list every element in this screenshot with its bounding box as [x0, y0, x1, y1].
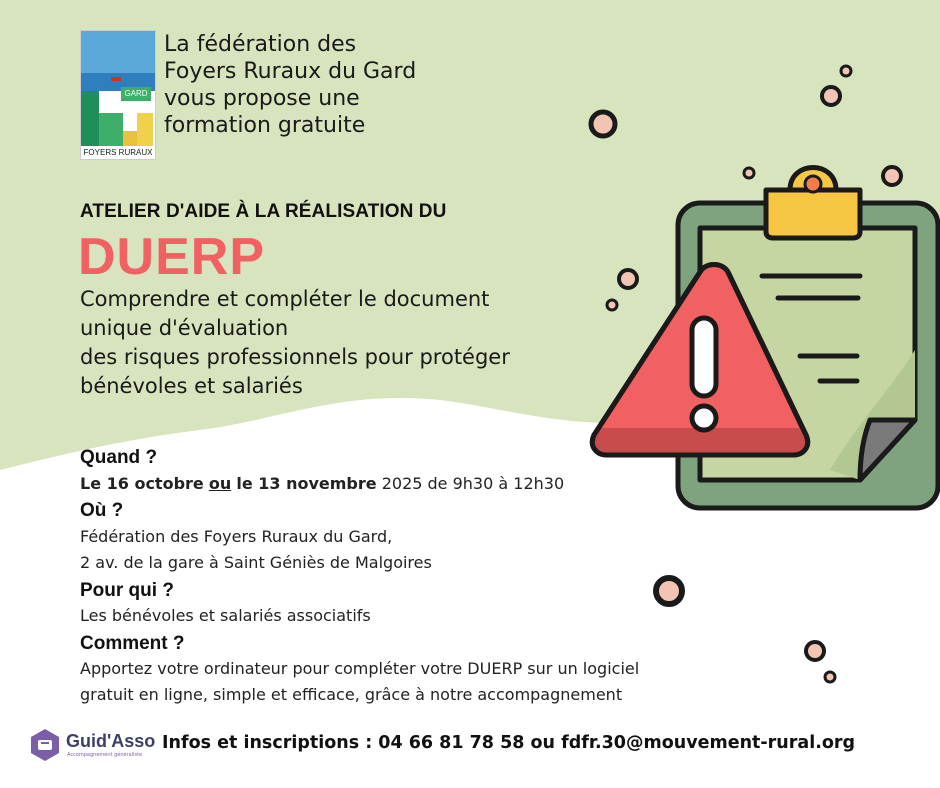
description-line: unique d'évaluation — [80, 316, 289, 340]
description — [80, 285, 590, 401]
intro-line: vous propose une — [164, 86, 360, 111]
comment-line-1: Apportez votre ordinateur pour compléter votre DUERP sur un logiciel — [80, 659, 640, 678]
quand-dates — [80, 472, 564, 496]
intro-line: formation gratuite — [164, 113, 366, 138]
description-line: bénévoles et salariés — [80, 374, 303, 398]
comment-line-2: gratuit en ligne, simple et efficace, grâce à notre accompagnement — [80, 685, 623, 704]
description-line: Comprendre et compléter le document — [80, 287, 490, 311]
logo-foyers-label: FOYERS RURAUX — [81, 146, 155, 159]
clipboard-warning-icon — [560, 60, 940, 520]
title-kicker: ATELIER D'AIDE À LA RÉALISATION DU — [80, 201, 447, 222]
pour-qui-line: Les bénévoles et salariés associatifs — [80, 606, 371, 625]
comment-label: Comment ? — [80, 633, 185, 654]
ou-label: Où ? — [80, 500, 124, 521]
guidasso-logo-icon — [28, 728, 62, 762]
date-1: Le 16 octobre — [80, 474, 204, 493]
decor-dot — [883, 167, 901, 185]
decor-dot — [744, 168, 754, 178]
intro-line: Foyers Ruraux du Gard — [164, 59, 417, 84]
date-2: le 13 novembre — [236, 474, 377, 493]
quand-label: Quand ? — [80, 447, 158, 468]
logo-gard-label: GARD — [121, 87, 151, 101]
decor-dot — [591, 112, 615, 136]
decor-dots-lower — [640, 560, 900, 690]
ou-line-1: Fédération des Foyers Ruraux du Gard, — [80, 527, 393, 546]
description-line: des risques professionnels pour protéger — [80, 345, 510, 369]
decor-dot — [841, 66, 851, 76]
ou-line-2: 2 av. de la gare à Saint Géniès de Malgoires — [80, 553, 432, 572]
pour-qui-label: Pour qui ? — [80, 580, 174, 601]
decor-dot — [822, 87, 840, 105]
guidasso-name: Guid'Asso — [66, 731, 156, 751]
title-main: DUERP — [78, 228, 266, 286]
intro-text — [164, 31, 484, 139]
decor-dot — [619, 270, 637, 288]
date-rest: 2025 de 9h30 à 12h30 — [381, 474, 565, 493]
date-or: ou — [208, 474, 232, 493]
foyers-ruraux-logo — [80, 30, 156, 160]
guidasso-subtitle: Accompagnement généraliste — [67, 752, 143, 758]
intro-line: La fédération des — [164, 32, 357, 57]
decor-dot — [607, 300, 617, 310]
contact-info[interactable]: Infos et inscriptions : 04 66 81 78 58 ou fdfr.30@mouvement-rural.org — [162, 733, 856, 753]
